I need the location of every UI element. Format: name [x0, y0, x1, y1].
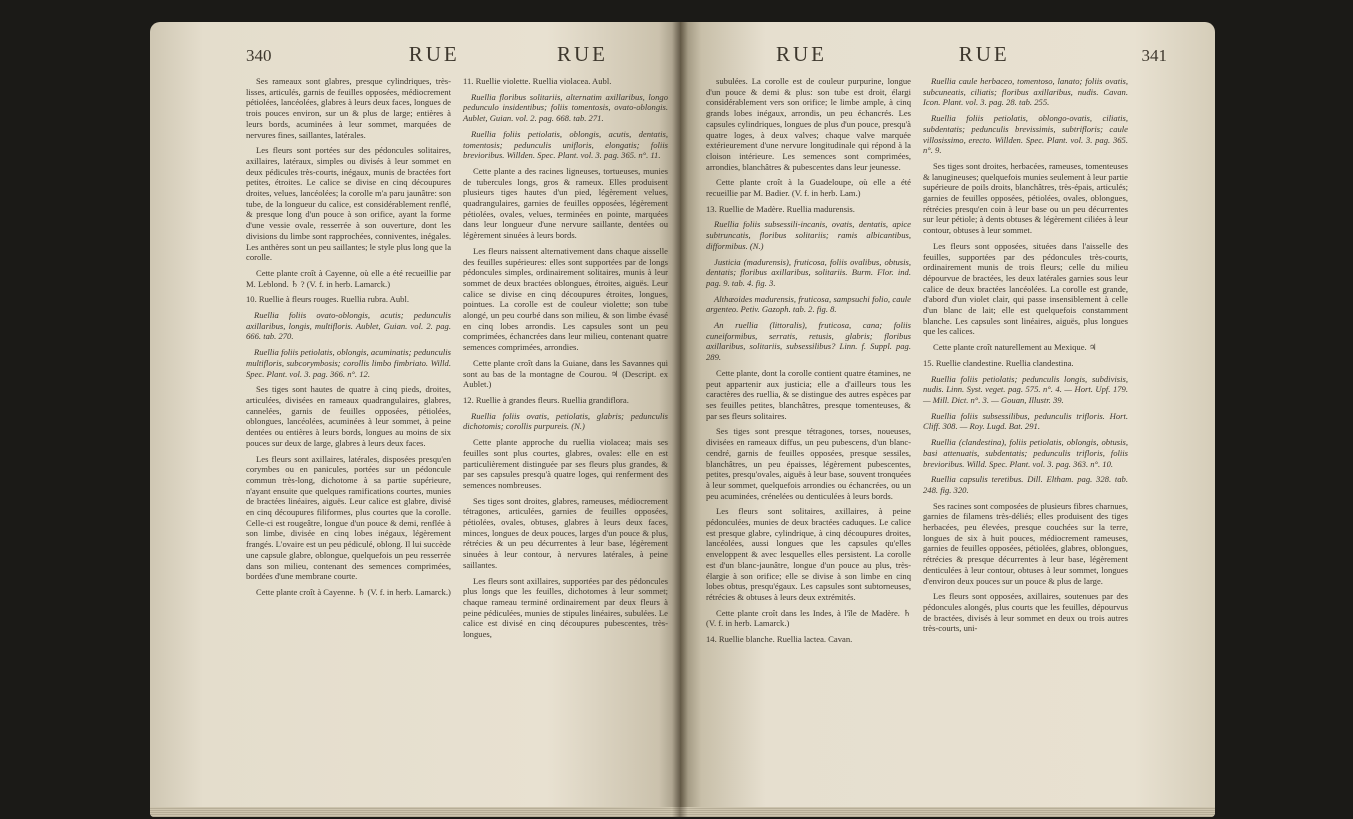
paragraph: Cette plante croît à Cayenne. ♄ (V. f. in herb. Lamarck.): [256, 586, 451, 597]
right-columns: [706, 76, 1167, 650]
left-column-2: [463, 76, 668, 645]
paragraph: Ses rameaux sont glabres, presque cylindriques, très-lisses, articulés, garnis de feuilles opposées, médiocrement pétiolées, lancéolées, glabres à leurs deux faces, longues de trois pouces environ, sur un & plus de large; entières à leurs bords, acuminées à leur sommet, marquées de nervures fines, saillantes, latérales.: [246, 76, 451, 140]
paragraph: Justicia (madurensis), fruticosa, foliis ovalibus, obtusis, dentatis; floribus axillaribus, solitariis. Burm. Flor. ind. pag. 9. tab. 4. fig. 3.: [706, 256, 911, 288]
left-column-1: [246, 76, 451, 645]
paragraph: Ruellia caule herbaceo, tomentoso, lanato; foliis ovatis, subcuneatis, ciliatis; floribus axillaribus, nudis. Cavan. Icon. Plant. vol. 3. pag. 28. tab. 255.: [923, 76, 1128, 108]
paragraph: Ruellia foliis petiolatis, oblongo-ovatis, ciliatis, subdentatis; pedunculis brevissimis, subtrifloris; caule villosissimo, erecto. Willden. Spec. Plant. vol. 3. pag. 365. n°. 9.: [923, 113, 1128, 156]
open-book: [150, 22, 1215, 817]
right-header-rue: RUE: [776, 42, 827, 66]
left-page-number: 340: [246, 46, 272, 65]
paragraph: subulées. La corolle est de couleur purpurine, longue d'un pouce & demi & plus: son tube est droit, élargi considérablement vers son orifice; le limbe ample, à cinq grands lobes inégaux, arrondis, un peu échancrés. Les capsules cylindriques, longues de plus d'un pouce, presqu'à quatre loges, à deux valves; chaque valve marquée extérieurement d'une nervure longitudinale qui répond à la cloison intérieure. Les semences sont comprimées, arrondies, blanchâtres & pubescentes dans leur jeunesse.: [706, 76, 911, 172]
right-page: [680, 22, 1215, 817]
left-page-edge: [150, 807, 680, 817]
paragraph: Cette plante croît à Cayenne, où elle a été recueillie par M. Leblond. ♄ ? (V. f. in herb. Lamarck.): [246, 267, 451, 289]
paragraph: Les fleurs sont axillaires, supportées par des pédoncules plus longs que les feuilles, dichotomes à leur sommet; chaque rameau terminé ordinairement par deux fleurs à peine pédiculées, munies de stipules linéaires, subulées. Le calice est divisé en cinq découpures pubescentes, très-longues,: [463, 575, 668, 640]
paragraph: Cette plante croît naturellement au Mexique. ♃: [933, 342, 1097, 353]
left-header-rue: RUE: [408, 42, 460, 66]
right-running-head: [706, 42, 1167, 68]
paragraph: 13. Ruellie de Madère. Ruellia madurensis.: [706, 203, 855, 214]
paragraph: Ruellia (clandestina), foliis petiolatis, oblongis, obtusis, basi attenuatis, subdentatis; pedunculis trifloris, foliis brevioribus. Willd. Spec. Plant. vol. 3. pag. 363. n°. 10.: [923, 437, 1128, 469]
paragraph: Cette plante a des racines ligneuses, tortueuses, munies de tubercules longs, gros & rameux. Elles produisent plusieurs tiges hautes d'un pied, légèrement velues, quadrangulaires, garnies de feuilles opposées, légèrement pétiolées, ovales, velues, terminées en pointe, marquées dans leur longueur d'une nervure saillante, dentées ou légèrement sinuées à leurs bords.: [463, 165, 668, 241]
paragraph: 11. Ruellie violette. Ruellia violacea. Aubl.: [463, 76, 612, 86]
paragraph: Ruellia foliis petiolatis, oblongis, acutis, dentatis, tomentosis; pedunculis unifloris, elongatis; foliis brevioribus. Willden. Spec. Plant. vol. 3. pag. 365. n°. 11.: [463, 128, 668, 161]
paragraph: Ruellia foliis subsessili-incanis, ovatis, dentatis, apice subtruncatis, floribus solitariis; ramis albicantibus, difformibus. (N.): [706, 219, 911, 251]
left-header-rue-2: RUE: [557, 42, 608, 66]
left-columns: [246, 76, 668, 645]
paragraph: Cette plante croît dans les Indes, à l'île de Madère. ♄ (V. f. in herb. Lamarck.): [706, 607, 911, 629]
paragraph: Cette plante croît dans la Guiane, dans les Savannes qui sont au bas de la montagne de Courou. ♃ (Descript. ex Aublet.): [463, 357, 668, 390]
paragraph: 15. Ruellie clandestine. Ruellia clandestina.: [923, 357, 1074, 368]
paragraph: Ses tiges sont presque tétragones, torses, noueuses, divisées en rameaux diffus, un peu pubescens, d'un blanc-cendré, garnis de feuilles opposées, presque sessiles, blanchâtres, un peu épaisses, légèrement pubescentes, petites, presqu'ovales, aiguës à leur base, souvent tronquées à leur sommet, quelquefois arrondies ou échancrées, ou un peu acuminées, crénelées ou denticulées à leurs bords.: [706, 426, 911, 501]
paragraph: Les fleurs sont portées sur des pédoncules solitaires, axillaires, latéraux, simples ou divisés à leur sommet en deux pédicules très-courts, inégaux, munis de bractées fort petites, étroites. Le calice se divise en cinq découpures droites, velues, lancéolées; la corolle m'a paru jaunâtre: son tube, de la longueur du calice, est considérablement renflé, & presque long d'un pouce à son orifice, ayant la forme d'une vessie ovale, resserrée à son ouverture, dont les divisions du limbe sont rapprochées, conniventes, inégales. Les anthères sont un peu saillantes; le style plus long que la corolle.: [246, 145, 452, 263]
paragraph: Cette plante croît à la Guadeloupe, où elle a été recueillie par M. Badier. (V. f. in herb. Lam.): [706, 177, 911, 199]
paragraph: Ruellia foliis petiolatis; pedunculis longis, subdivisis, nudis. Linn. Syst. veget. pag. 575. n°. 4. — Hort. Upf. 179. — Mill. Dict. n°. 3. — Gouan, Illustr. 39.: [923, 373, 1128, 405]
paragraph: Les fleurs sont opposées, situées dans l'aisselle des feuilles, supportées par des pédoncules très-courts, ordinairement munis de trois fleurs; celle du milieu dépourvue de bractées, les deux latérales garnies sous leur calice de deux bractées lancéolées. La corolle est grande, d'abord d'un violet clair, qui passe insensiblement à celle d'un blanc de lait; elle est quelquefois constamment blanche. Les capsules sont linéaires, aiguës, plus longues que les calices.: [923, 240, 1128, 337]
paragraph: Ses tiges sont droites, herbacées, rameuses, tomenteuses & lanugineuses; quelquefois munies seulement à leur partie supérieure de poils droits, blanchâtres, très-épais, articulés; garnies de feuilles opposées, pétiolées, ovales, oblongues, rétrécies presqu'en coin à leur base ou un peu décurrentes sur leur pétiole; à dents obtuses & légèrement ciliées à leur contour, obtuses à leur sommet.: [923, 160, 1128, 236]
paragraph: Les fleurs sont axillaires, latérales, disposées presqu'en corymbes ou en panicules, portées sur un pédoncule commun très-long, dichotome à sa partie supérieure, n'ayant ensuite que quelques ramifications courtes, munies de bractées linéaires, aiguës. Leur calice est glabre, divisé en cinq découpures filiformes, plus courtes que la corolle. Celle-ci est rougeâtre, longue d'un pouce & demi, renflée à son limbe, divisée en cinq lobes inégaux, légèrement frangés. L'ovaire est un peu pédiculé, oblong. Il lui succède une capsule glabre, oblongue, quelquefois un peu resserrée dans son milieu, contenant des semences comprimées, bordées d'une membrane courte.: [246, 453, 451, 582]
paragraph: Ruellia foliis ovatis, petiolatis, glabris; pedunculis dichotomis; corollis purpureis. (N.): [463, 410, 668, 432]
paragraph: 10. Ruellie à fleurs rouges. Ruellia rubra. Aubl.: [246, 294, 410, 305]
paragraph: 12. Ruellie à grandes fleurs. Ruellia grandiflora.: [463, 394, 629, 405]
right-header-rue-2: RUE: [958, 42, 1010, 66]
paragraph: An ruellia (littoralis), fruticosa, cana; foliis cuneiformibus, serratis, retusis, glabris; floribus axillaribus, solitariis, subsessilibus? Linn. f. Suppl. pag. 289.: [706, 320, 911, 363]
paragraph: Ruellia floribus solitariis, alternatim axillaribus, longo pedunculo insidentibus; foliis tomentosis, ovato-oblongis. Aublet, Guian. vol. 2. pag. 668. tab. 271.: [463, 91, 668, 124]
paragraph: Ruellia foliis petiolatis, oblongis, acuminatis; pedunculis multifloris, subcorymbosis; corollis limbo fimbriato. Willd. Spec. Plant. vol. 3. pag. 366. n°. 12.: [246, 347, 451, 379]
paragraph: Althæoides madurensis, fruticosa, sampsuchi folio, caule argenteo. Petiv. Gazoph. tab. 2. fig. 8.: [706, 293, 911, 315]
paragraph: Ruellia capsulis teretibus. Dill. Eltham. pag. 328. tab. 248. fig. 320.: [923, 474, 1128, 495]
paragraph: Ses tiges sont hautes de quatre à cinq pieds, droites, articulées, divisées en rameaux quadrangulaires, glabres, cannelées, garnis de feuilles opposées, pétiolées, oblongues, lancéolées, acuminées à leur sommet, à peine dentées ou entières à leurs bords, longues au moins de six pouces sur deux de large, glabres à leurs deux faces.: [246, 384, 451, 448]
paragraph: Les fleurs naissent alternativement dans chaque aisselle des feuilles supérieures: elles sont supportées par de longs pédoncules simples, ordinairement solitaires, munis à leur sommet de deux bractées oblongues, étroites, aiguës. Leur calice se divise en cinq découpures étroites, longues, pointues. La corolle est de couleur violette; son tube alongé, un peu courbé dans son milieu, & son limbe évasé en cinq lobes arrondis. Les capsules sont un peu comprimées, échancrées dans leur milieu, contenant quatre semences comprimées, arrondies.: [463, 245, 668, 353]
left-page: [150, 22, 680, 817]
left-running-head: [246, 42, 668, 68]
paragraph: Ses tiges sont droites, glabres, rameuses, médiocrement tétragones, articulées, garnies de feuilles opposées, pétiolées, ovales, obtuses, glabres à leurs deux faces, minces, longues de deux pouces, larges d'un pouce & plus, rétrécies & un peu décurrentes à leur base, légèrement sinuées à leur contour, à nervures latérales, à peine saillantes.: [463, 495, 668, 570]
paragraph: 14. Ruellie blanche. Ruellia lactea. Cavan.: [706, 634, 853, 645]
paragraph: Cette plante, dont la corolle contient quatre étamines, ne peut appartenir aux justicia; elle a d'ailleurs tous les caractères des ruellia, & se distingue des autres espèces par ses feuilles petites, blanchâtres, presque tomenteuses, & par ses fleurs solitaires.: [706, 367, 911, 421]
book-gutter: [672, 22, 688, 817]
right-page-number: 341: [1141, 46, 1167, 65]
right-column-1: [706, 76, 911, 650]
right-page-edge: [680, 807, 1215, 817]
paragraph: Ses racines sont composées de plusieurs fibres charnues, garnies de filamens très-déliés; elles produisent des tiges herbacées, peu élevées, presque couchées sur la terre, longues de six à huit pouces, médiocrement rameuses, garnies de feuilles opposées, pétiolées, glabres, oblongues, rétrécies & presque décurrentes à leur base, légèrement denticulées à leur contour, obtuses à leur sommet, longues d'environ deux pouces sur un pouce & plus de large.: [923, 500, 1128, 586]
paragraph: Les fleurs sont opposées, axillaires, soutenues par des pédoncules alongés, plus courts que les feuilles, dépourvus de bractées, divisés à leur sommet en deux ou trois autres très-courts, uni-: [923, 591, 1128, 634]
paragraph: Les fleurs sont solitaires, axillaires, à peine pédonculées, munies de deux bractées caduques. Le calice est presque glabre, cylindrique, à cinq découpures droites, lancéolées, aussi longues que les capsules qu'elles enveloppent & avec lesquelles elles persistent. La corolle est d'un blanc-jaunâtre, longue d'un pouce au plus, très-élargie à son orifice; elle se divise à son limbe en cinq lobes obtus, presqu'égaux. Les capsules sont subtorneuses, rétrécies & obtuses à leurs deux extrémités.: [706, 506, 911, 602]
paragraph: Ruellia foliis subsessilibus, pedunculis trifloris. Hort. Cliff. 308. — Roy. Lugd. Bat. 291.: [923, 410, 1128, 432]
paragraph: Cette plante approche du ruellia violacea; mais ses feuilles sont plus courtes, glabres, ovales: elle en est particulièrement distinguée par ses fleurs plus grandes, & par ses capsules presqu'à quatre loges, qui renferment des semences nombreuses.: [463, 437, 668, 490]
paragraph: Ruellia foliis ovato-oblongis, acutis; pedunculis axillaribus, longis, multifloris. Aublet, Guian. vol. 2. pag. 666. tab. 270.: [246, 310, 451, 342]
right-column-2: [923, 76, 1128, 650]
